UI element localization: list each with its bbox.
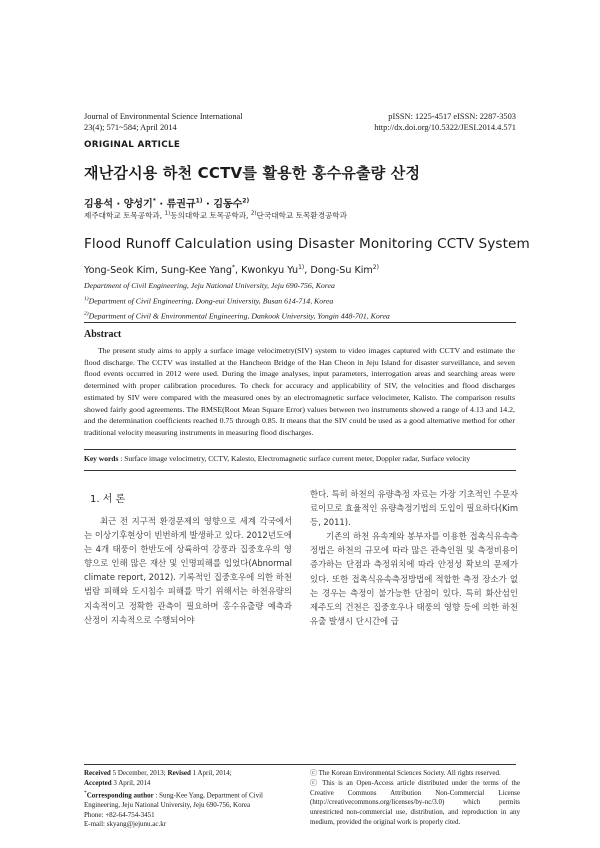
affiliation-mark: 1) [164, 210, 171, 217]
author-mark: 1) [298, 264, 305, 271]
received-date: 5 December, 2013; [110, 769, 168, 777]
paragraph: 최근 전 지구적 환경문제의 영향으로 세계 각국에서는 이상기후현상이 빈번하게 발생하고 있다. 2012년도에는 4개 태풍이 한반도에 상륙하여 강풍과 집중호우의 영향으로 인해 많은 재산 및 인명피해를 입었다(Abnormal climate report, 2012). 기록적인 집중호우에 의한 하천범람 피해와 도시침수 피해를 막기 위해서는 하천유량의 지속적이고 정확한 관측이 필요하며 홍수유출량 예측과 산정이 지속적으로 수행되어야 [84, 516, 292, 625]
author-name: 김용석 [84, 199, 113, 210]
author-names: , Dong-Su Kim [304, 265, 373, 277]
received-label: Received [84, 769, 111, 777]
license-text: ⓒ This is an Open-Access article distributed under the terms of the Creative Commons Attribution Non-Commercial License (http://creativecommons.org/licenses/by-nc/3.0) which permits unrestricted non-commercial use, distribution, and reproduction in any medium, provided the original work is properly cited. [310, 778, 520, 826]
license-footnote [310, 769, 520, 828]
footnote-divider [84, 764, 516, 765]
body-column-right [310, 487, 518, 628]
abstract-heading: Abstract [84, 329, 122, 340]
journal-name: Journal of Environmental Science International [84, 112, 243, 121]
title-korean: 재난감시용 하천 CCTV를 활용한 홍수유출량 산정 [84, 164, 421, 182]
affiliation: Department of Civil Engineering, Jeju National University, Jeju 690-756, Korea [84, 281, 335, 290]
affiliation-mark: 2) [250, 210, 257, 217]
affiliations-english [84, 280, 524, 323]
author-mark: * [152, 197, 156, 205]
author-mark: * [232, 264, 236, 271]
author-mark: 2) [242, 197, 250, 205]
accepted-label: Accepted [84, 778, 112, 787]
keywords-text: : Surface image velocimetry, CCTV, Kalesto, Electromagnetic surface current meter, Doppler radar, Surface velocity [118, 454, 471, 463]
author-name: 류권규 [166, 199, 196, 210]
author-names: , Kwonkyu Yu [235, 265, 299, 277]
revised-label: Revised [167, 769, 191, 777]
paragraph: 기존의 하천 유속계와 봉부자를 이용한 접촉식유속측정법은 하천의 규모에 따라 많은 관측인원 및 측정비용이 증가하는 단점과 측정위치에 따라 안정성 확보의 문제가 있다. 또한 접촉식유속측정방법에 적합한 측정 장소가 없는 경우는 측정이 불가능한 단점이 있다. 특히 화산섬인 제주도의 건천은 집중호우나 태풍의 영향 등에 의한 하천유출 발생시 단시간에 급 [310, 531, 518, 626]
phone: Phone: +82-64-754-3451 [84, 810, 155, 819]
divider [84, 449, 516, 450]
copyright: ⓒ The Korean Environmental Sciences Society. All rights reserved. [310, 769, 501, 777]
accepted-date: 3 April, 2014 [111, 778, 151, 787]
email-link[interactable]: E-mail: skyang@jejunu.ac.kr [84, 820, 167, 829]
affiliations-korean [84, 210, 347, 221]
author-mark: 2) [372, 264, 379, 271]
paragraph: 한다. 특히 하천의 유량측정 자료는 가장 기초적인 수문자료이므로 효율적인 유량측정기법의 도입이 필요하다(Kim 등, 2011). [310, 489, 518, 528]
section-heading: 1. 서 론 [90, 494, 126, 505]
corresponding-text: : Sung-Kee Yang, Department of Civil Engineering, Jeju National University, Jeju 690-756, Korea [84, 790, 263, 809]
author-separator: · [112, 199, 124, 210]
affiliation: $^{2)}$Department of Civil & Environmental Engineering, Dankook University, Yongin 448-701, Korea [84, 310, 390, 321]
affiliation: $^{1)}$Department of Civil Engineering, Dong-eui University, Busan 614-714, Korea [84, 295, 334, 306]
body-column-left [84, 514, 292, 627]
divider [84, 470, 516, 471]
author-mark: 1) [195, 197, 203, 205]
corresponding-mark: * [84, 789, 87, 796]
keywords-label: Key words [84, 454, 119, 463]
article-footnotes [84, 769, 292, 830]
author-separator: · [202, 199, 214, 210]
author-name: 김동수 [213, 199, 243, 210]
author-name: 양성기 [123, 199, 153, 210]
journal-citation [84, 111, 243, 133]
authors-english [84, 264, 379, 276]
divider [84, 322, 516, 323]
affiliation-mark: 2) [84, 310, 89, 317]
affiliation: 제주대학교 토목공학과, [84, 211, 165, 220]
abstract-text: The present study aims to apply a surface image velocimetry(SIV) system to video images captured with CCTV and estimate the flood discharge. The CCTV was installed at the Hancheon Bridge of the Han Cheon in Jeju Island for disaster surveillance, and seven flood events occurred in 2012 were used. During the image analyses, input parameters, interrogation areas and searching areas were determined with proper calibration procedures. To check for accuracy and applicability of SIV, the velocities and flood discharges estimated by SIV were compared with the measured ones by an electromagnetic surface velocimeter, Kalisto. The comparison results showed fairly good agreements. The RMSE(Root Mean Square Error) values between two instruments showed a range of 4.13 and 14.2, and the determination coefficients reached 0.75 through 0.85. It means that the SIV could be used as a good alternative method for other traditional velocity measuring instruments in measuring flood discharges. [84, 346, 515, 437]
article-type: ORIGINAL ARTICLE [84, 140, 181, 150]
keywords [84, 454, 524, 463]
issn: pISSN: 1225-4517 eISSN: 2287-3503 [388, 112, 516, 121]
corresponding-label: Corresponding author [86, 790, 154, 799]
journal-identifiers [374, 111, 516, 133]
affiliation-mark: 1) [84, 295, 89, 302]
affiliation: 단국대학교 토목환경공학과 [256, 211, 347, 220]
affiliation: 동의대학교 토목공학과, [170, 211, 251, 220]
journal-issue: 23(4); 571~584; April 2014 [84, 123, 177, 132]
author-separator: · [155, 199, 167, 210]
revised-date: 1 April, 2014; [190, 769, 232, 777]
author-names: Yong-Seok Kim, Sung-Kee Yang [84, 265, 233, 277]
authors-korean [84, 195, 249, 210]
title-english: Flood Runoff Calculation using Disaster Monitoring CCTV System [84, 236, 530, 252]
doi-link[interactable]: http://dx.doi.org/10.5322/JESI.2014.4.571 [374, 123, 516, 132]
